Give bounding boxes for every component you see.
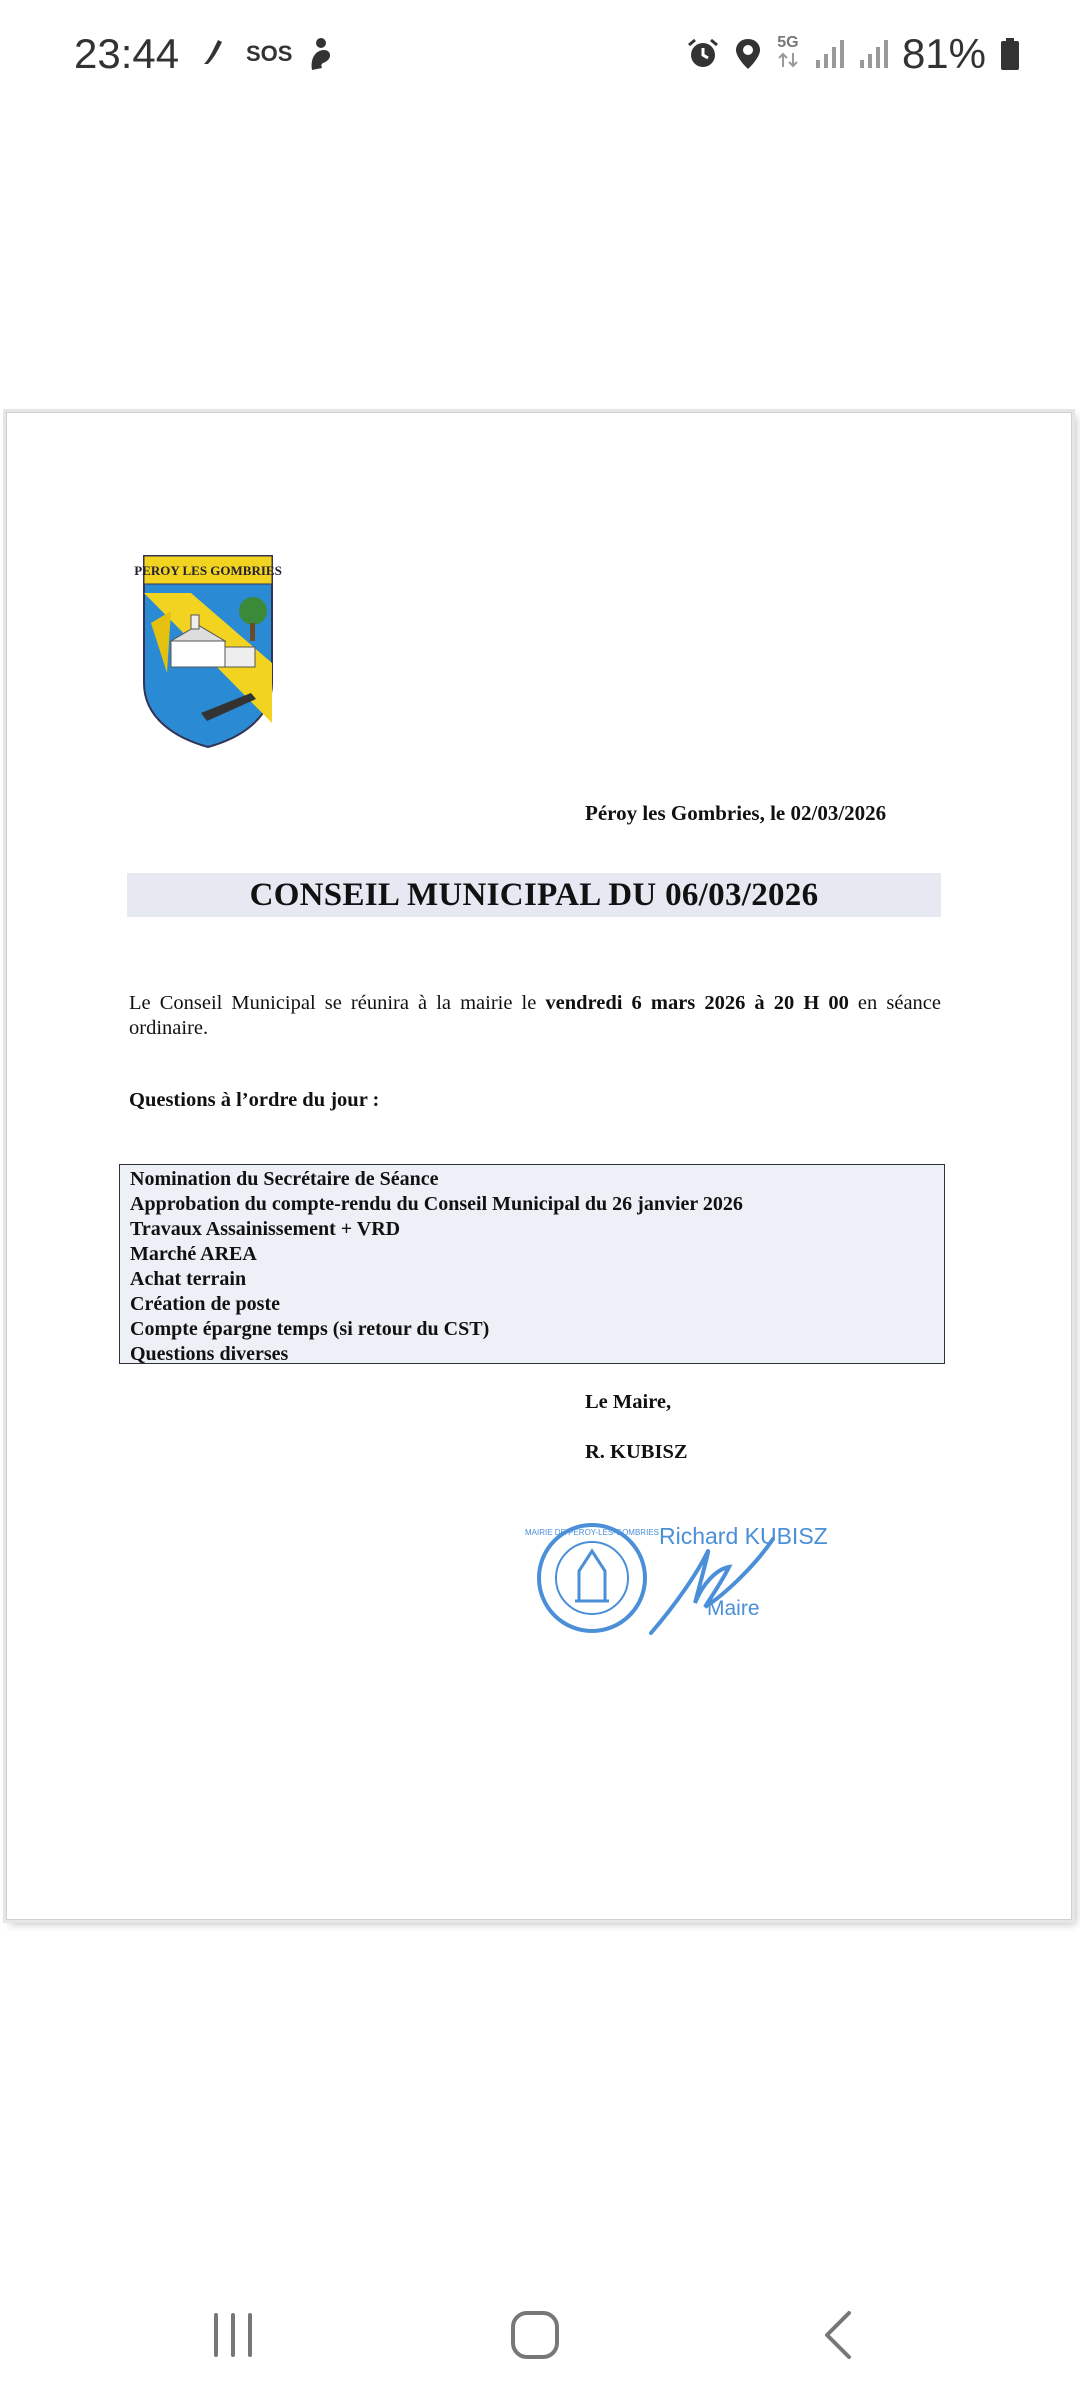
municipal-crest-logo <box>134 553 282 749</box>
signature-role: Maire <box>707 1597 760 1620</box>
back-button[interactable] <box>794 2300 884 2370</box>
questions-label: Questions à l’ordre du jour : <box>129 1089 380 1111</box>
network-indicator <box>776 35 800 74</box>
agenda-item: Compte épargne temps (si retour du CST) <box>130 1318 490 1340</box>
sos-indicator: SOS <box>246 41 293 66</box>
document-title: CONSEIL MUNICIPAL DU 06/03/2026 <box>249 877 819 913</box>
mayor-name: R. KUBISZ <box>585 1441 688 1463</box>
official-stamp <box>525 1521 659 1635</box>
document-viewer[interactable] <box>6 412 1072 1920</box>
status-right <box>686 30 1020 78</box>
back-icon <box>819 2309 859 2361</box>
agenda-item: Travaux Assainissement + VRD <box>130 1218 401 1240</box>
signal-icon-2 <box>858 38 888 70</box>
recent-apps-icon <box>208 2311 258 2359</box>
status-left-icons <box>196 36 336 72</box>
battery-percent: 81% <box>901 30 986 77</box>
battery-icon <box>1000 37 1020 71</box>
intro-text-start: Le Conseil Municipal se réunira à la mairie le <box>129 992 546 1014</box>
status-time: 23:44 <box>74 30 180 77</box>
document-page <box>7 413 1071 1919</box>
mayor-label: Le Maire, <box>585 1391 672 1413</box>
intro-text-date: vendredi 6 mars 2026 à 20 H 00 <box>545 992 849 1014</box>
intro-paragraph <box>129 991 941 1041</box>
home-button[interactable] <box>490 2300 580 2370</box>
intro-text-end: en séance ordinaire. <box>129 992 941 1039</box>
location-icon <box>734 37 762 71</box>
agenda-item: Marché AREA <box>130 1243 257 1265</box>
recent-apps-button[interactable] <box>188 2300 278 2370</box>
gesture-icon <box>196 36 232 72</box>
agenda-item: Nomination du Secrétaire de Séance <box>130 1168 439 1190</box>
signal-icon <box>814 38 844 70</box>
agenda-item: Achat terrain <box>130 1268 247 1290</box>
accessibility-icon <box>306 36 336 72</box>
data-arrows-icon <box>776 51 800 69</box>
agenda-item: Approbation du compte-rendu du Conseil Municipal du 26 janvier 2026 <box>130 1193 743 1215</box>
agenda-item: Création de poste <box>130 1293 280 1315</box>
stamp-text: MAIRIE DE PEROY-LES-GOMBRIES <box>525 1528 659 1537</box>
status-bar <box>0 0 1080 120</box>
agenda-item: Questions diverses <box>130 1343 289 1365</box>
title-band <box>127 873 941 917</box>
home-icon <box>509 2309 561 2361</box>
agenda-box <box>119 1164 945 1364</box>
signature-name: Richard KUBISZ <box>659 1523 828 1549</box>
network-type: 5G <box>777 33 799 51</box>
navigation-bar <box>0 2260 1080 2400</box>
document-dateline: Péroy les Gombries, le 02/03/2026 <box>585 801 887 825</box>
alarm-icon <box>686 37 720 71</box>
crest-title: PEROY LES GOMBRIES <box>134 563 282 578</box>
